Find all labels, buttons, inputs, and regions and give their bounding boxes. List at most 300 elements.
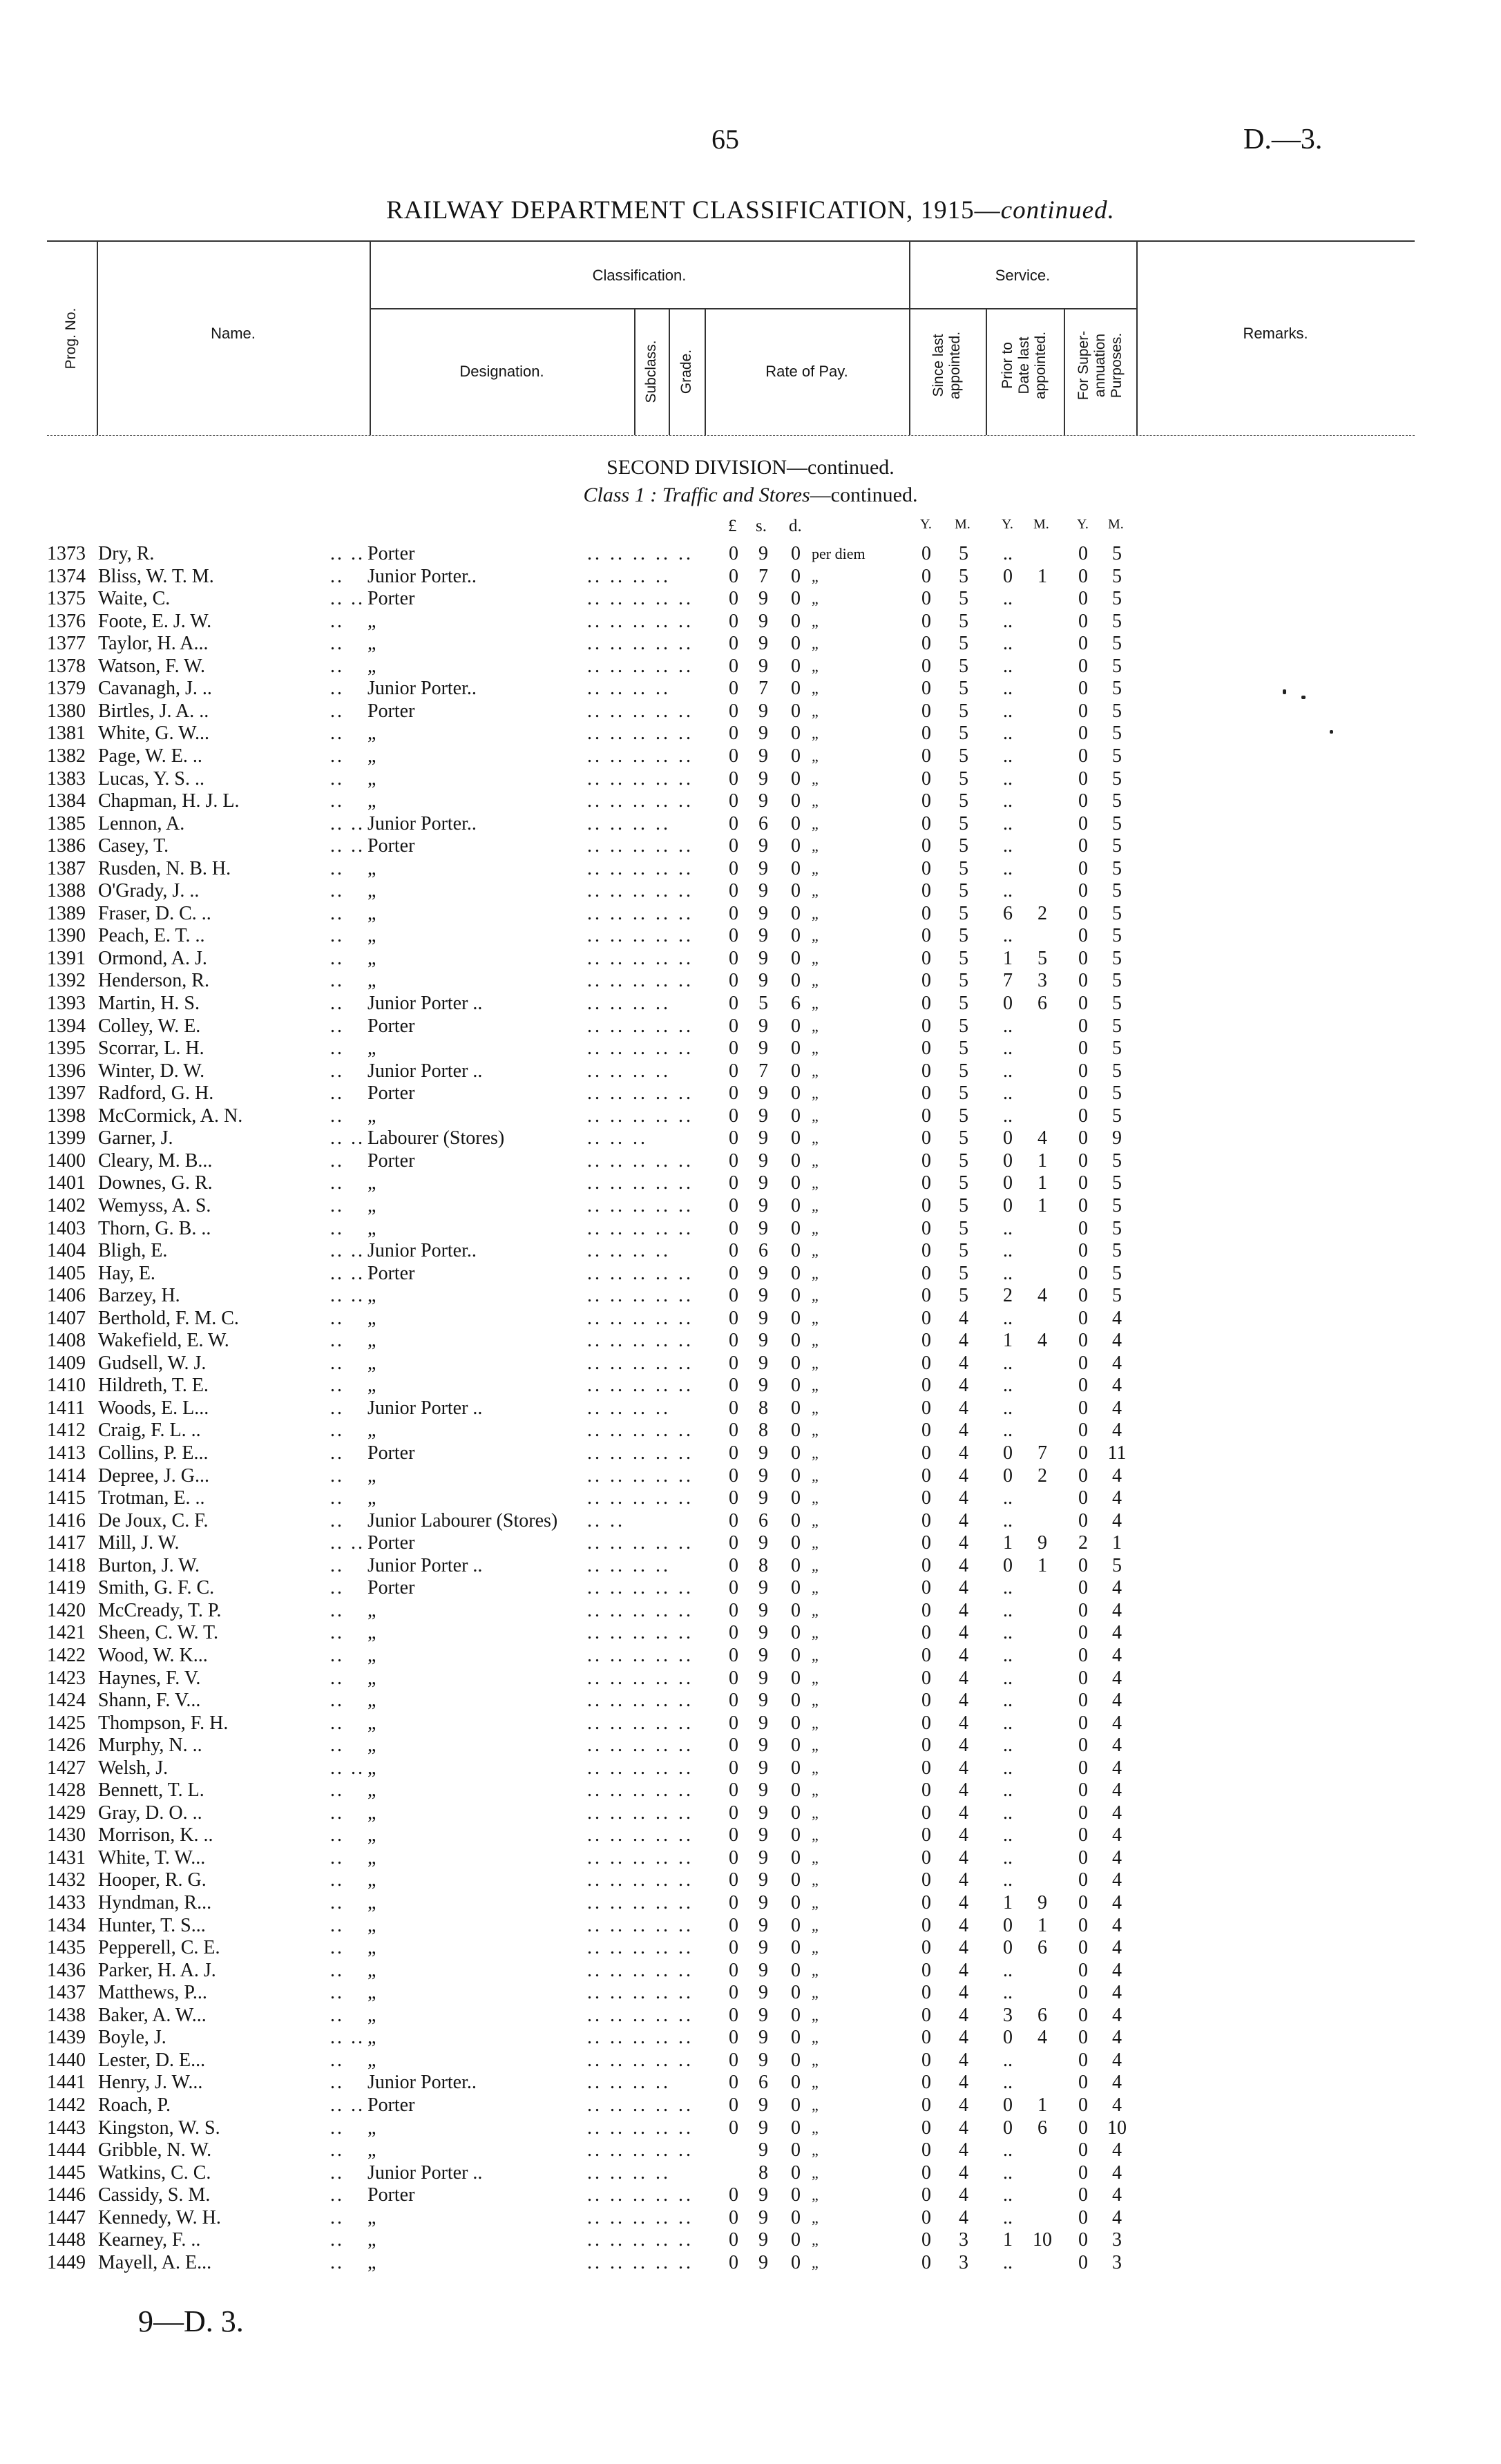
pay-period: „: [812, 949, 819, 967]
pay-period: „: [812, 1152, 819, 1169]
pay-period: „: [812, 2164, 819, 2181]
pay-period: „: [812, 859, 819, 877]
designation: „: [367, 1420, 376, 1442]
leader-dots: .. .. .. .. ..: [587, 767, 694, 790]
designation: „: [367, 2229, 376, 2251]
pay-period: „: [812, 1399, 819, 1417]
pay-shillings: 9: [758, 2049, 768, 2071]
pay-period: „: [812, 1579, 819, 1597]
since-years: 0: [921, 1420, 931, 1442]
pay-shillings: 9: [758, 1712, 768, 1734]
pay-period: „: [812, 1444, 819, 1462]
pay-period: „: [812, 1332, 819, 1350]
pay-shillings: 9: [758, 1464, 768, 1487]
super-months: 4: [1112, 1667, 1122, 1689]
since-months: 4: [959, 1735, 968, 1757]
prior-years: 6: [1003, 902, 1013, 924]
header-classification: Classification.: [592, 267, 687, 284]
table-row: [0, 790, 1501, 812]
employee-name: Casey, T.: [98, 835, 169, 857]
super-months: 5: [1112, 1217, 1122, 1239]
pay-shillings: 9: [758, 1127, 768, 1149]
employee-name: Chapman, H. J. L.: [98, 790, 240, 812]
leader-dots: .. .. .. ..: [587, 993, 671, 1014]
super-months: 4: [1112, 1937, 1122, 1959]
since-months: 5: [959, 655, 968, 677]
pay-shillings: 7: [758, 678, 768, 700]
employee-name: Morrison, K. ..: [98, 1824, 213, 1846]
super-years: 0: [1078, 1487, 1088, 1509]
prog-no: 1448: [47, 2229, 86, 2251]
pay-period: „: [812, 1737, 819, 1755]
employee-name: Collins, P. E...: [98, 1442, 209, 1464]
pay-period: „: [812, 1534, 819, 1552]
super-years: 0: [1078, 1352, 1088, 1374]
leader-dots: ..: [330, 993, 344, 1014]
table-row: [0, 2139, 1501, 2161]
super-years: 0: [1078, 1892, 1088, 1913]
pay-pounds: 0: [729, 1959, 738, 1981]
prog-no: 1441: [47, 2072, 86, 2094]
since-months: 4: [959, 1352, 968, 1374]
pay-pence: 0: [791, 1082, 801, 1105]
prior-years: ..: [1003, 1757, 1013, 1779]
pay-pence: 0: [791, 2049, 801, 2071]
since-months: 5: [959, 1285, 968, 1307]
super-years: 0: [1078, 1285, 1088, 1307]
super-years: 0: [1078, 1802, 1088, 1824]
leader-dots: .. .. .. .. ..: [587, 1420, 694, 1442]
super-years: 0: [1078, 2206, 1088, 2228]
since-years: 0: [921, 1554, 931, 1576]
pay-shillings: 9: [758, 1307, 768, 1329]
table-row: [0, 1757, 1501, 1779]
employee-name: Mayell, A. E...: [98, 2251, 212, 2273]
pay-pence: 0: [791, 1375, 801, 1397]
since-months: 4: [959, 1442, 968, 1464]
prog-no: 1447: [47, 2206, 86, 2228]
employee-name: Foote, E. J. W.: [98, 610, 212, 632]
table-row: [0, 1420, 1501, 1442]
prog-no: 1378: [47, 655, 86, 677]
pay-pounds: 0: [729, 1149, 738, 1172]
pay-pence: 0: [791, 745, 801, 767]
prior-years: ..: [1003, 678, 1013, 700]
super-years: 0: [1078, 1959, 1088, 1981]
super-months: 5: [1112, 1082, 1122, 1105]
super-months: 5: [1112, 1149, 1122, 1172]
header-subclass: Subclass.: [643, 340, 659, 403]
leader-dots: .. .. .. ..: [587, 2072, 671, 2094]
super-years: 0: [1078, 1869, 1088, 1891]
designation: Labourer (Stores): [367, 1127, 505, 1149]
designation: „: [367, 1352, 376, 1374]
since-years: 0: [921, 2229, 931, 2251]
super-years: 0: [1078, 1914, 1088, 1936]
pay-pounds: 0: [729, 767, 738, 790]
pay-pence: 0: [791, 1127, 801, 1149]
super-years: 0: [1078, 1240, 1088, 1261]
designation: „: [367, 1487, 376, 1509]
employee-name: Pepperell, C. E.: [98, 1937, 220, 1959]
pay-shillings: 7: [758, 1060, 768, 1082]
prior-years: 0: [1003, 1194, 1013, 1216]
since-years: 0: [921, 1667, 931, 1689]
unit-shilling: s.: [756, 517, 767, 535]
table-row: [0, 1645, 1501, 1667]
prog-no: 1445: [47, 2161, 86, 2184]
leader-dots: .. .. .. .. ..: [587, 1532, 694, 1554]
pay-period: „: [812, 927, 819, 945]
prior-years: ..: [1003, 1982, 1013, 2004]
leader-dots: .. .. .. ..: [587, 565, 671, 587]
employee-name: Welsh, J.: [98, 1757, 169, 1779]
pay-pence: 0: [791, 700, 801, 722]
super-years: 0: [1078, 700, 1088, 722]
pay-pence: 0: [791, 1937, 801, 1959]
leader-dots: .. .. .. .. ..: [587, 1846, 694, 1869]
since-years: 0: [921, 2094, 931, 2116]
unit-super-m: M.: [1108, 517, 1124, 532]
leader-dots: .. .. .. ..: [587, 678, 671, 700]
prog-no: 1411: [47, 1397, 85, 1419]
since-years: 0: [921, 1307, 931, 1329]
pay-pence: 0: [791, 1712, 801, 1734]
leader-dots: .. ..: [330, 835, 365, 857]
leader-dots: .. ..: [330, 1285, 365, 1307]
pay-pence: 0: [791, 543, 801, 564]
pay-period: „: [812, 814, 819, 832]
super-months: 4: [1112, 1487, 1122, 1509]
prog-no: 1397: [47, 1082, 86, 1105]
super-months: 5: [1112, 588, 1122, 610]
pay-period: „: [812, 1129, 819, 1147]
table-row: [0, 993, 1501, 1015]
since-months: 5: [959, 902, 968, 924]
pay-shillings: 9: [758, 1105, 768, 1127]
pay-pounds: 0: [729, 1982, 738, 2004]
pay-period: „: [812, 1287, 819, 1305]
since-years: 0: [921, 1262, 931, 1284]
pay-pence: 0: [791, 925, 801, 947]
header-prior-to: Prior to Date last appointed.: [1000, 331, 1049, 400]
table-row: [0, 858, 1501, 880]
leader-dots: .. .. .. ..: [587, 1060, 671, 1082]
table-row: [0, 1802, 1501, 1824]
super-months: 4: [1112, 1599, 1122, 1621]
pay-pence: 0: [791, 1914, 801, 1936]
super-months: 5: [1112, 745, 1122, 767]
super-months: 4: [1112, 1307, 1122, 1329]
pay-pence: 0: [791, 970, 801, 992]
super-months: 4: [1112, 1779, 1122, 1802]
prog-no: 1399: [47, 1127, 86, 1149]
super-years: 0: [1078, 1667, 1088, 1689]
super-months: 4: [1112, 1352, 1122, 1374]
pay-period: „: [812, 1040, 819, 1058]
header-name: Name.: [211, 325, 256, 342]
super-years: 0: [1078, 835, 1088, 857]
employee-name: Hildreth, T. E.: [98, 1375, 209, 1397]
leader-dots: .. .. .. .. ..: [587, 1937, 694, 1959]
designation: „: [367, 880, 376, 902]
super-years: 0: [1078, 2094, 1088, 2116]
leader-dots: .. .. .. .. ..: [587, 1082, 694, 1105]
table-row: [0, 1622, 1501, 1644]
pay-pounds: 0: [729, 1509, 738, 1531]
prior-years: 0: [1003, 2117, 1013, 2139]
table-row: [0, 1127, 1501, 1149]
pay-pence: 0: [791, 1982, 801, 2004]
table-row: [0, 2050, 1501, 2072]
super-months: 5: [1112, 678, 1122, 700]
leader-dots: .. .. .. .. ..: [587, 2206, 694, 2228]
table-row: [0, 1375, 1501, 1397]
pay-pounds: 0: [729, 655, 738, 677]
pay-pence: 0: [791, 1509, 801, 1531]
leader-dots: ..: [330, 2139, 344, 2161]
employee-name: Baker, A. W...: [98, 2004, 207, 2026]
since-years: 0: [921, 1577, 931, 1599]
pay-period: „: [812, 2051, 819, 2069]
pay-period: „: [812, 1961, 819, 1979]
prior-years: ..: [1003, 1352, 1013, 1374]
designation: Porter: [367, 1532, 415, 1554]
since-months: 5: [959, 790, 968, 812]
super-years: 0: [1078, 1307, 1088, 1329]
pay-shillings: 9: [758, 2139, 768, 2161]
designation: Junior Porter..: [367, 565, 477, 587]
since-years: 0: [921, 1802, 931, 1824]
prior-years: ..: [1003, 2072, 1013, 2094]
since-years: 0: [921, 2251, 931, 2273]
leader-dots: ..: [330, 1060, 344, 1082]
header-service: Service.: [995, 267, 1051, 284]
super-months: 5: [1112, 610, 1122, 632]
leader-dots: ..: [330, 610, 344, 632]
super-months: 5: [1112, 633, 1122, 655]
designation: Porter: [367, 1082, 415, 1105]
pay-period: „: [812, 1556, 819, 1574]
leader-dots: ..: [330, 1397, 344, 1419]
table-row: [0, 678, 1501, 700]
pay-pence: 0: [791, 2004, 801, 2026]
prog-no: 1406: [47, 1285, 86, 1307]
table-row: [0, 1038, 1501, 1060]
pay-shillings: 9: [758, 790, 768, 812]
leader-dots: .. .. .. ..: [587, 1397, 671, 1419]
super-months: 4: [1112, 1959, 1122, 1981]
table-row: [0, 880, 1501, 902]
since-years: 0: [921, 543, 931, 564]
designation: Porter: [367, 588, 415, 610]
pay-pence: 0: [791, 1149, 801, 1172]
designation: „: [367, 2004, 376, 2026]
pay-pounds: 0: [729, 1307, 738, 1329]
employee-name: White, T. W...: [98, 1846, 206, 1869]
pay-period: „: [812, 2253, 819, 2271]
page-footer: 9—D. 3.: [138, 2304, 244, 2338]
prog-no: 1390: [47, 925, 86, 947]
since-months: 4: [959, 1464, 968, 1487]
designation: „: [367, 2117, 376, 2139]
designation: Junior Porter ..: [367, 993, 483, 1014]
prog-no: 1403: [47, 1217, 86, 1239]
pay-pence: 0: [791, 790, 801, 812]
employee-name: Craig, F. L. ..: [98, 1420, 201, 1442]
pay-period: „: [812, 2208, 819, 2226]
designation: Porter: [367, 2184, 415, 2206]
pay-shillings: 9: [758, 723, 768, 745]
pay-pence: 0: [791, 2184, 801, 2206]
employee-name: Wood, W. K...: [98, 1644, 208, 1666]
since-months: 4: [959, 1330, 968, 1352]
super-years: 0: [1078, 1757, 1088, 1779]
since-months: 5: [959, 543, 968, 564]
pay-period: „: [812, 1219, 819, 1237]
since-months: 3: [959, 2251, 968, 2273]
table-row: [0, 2184, 1501, 2206]
pay-pounds: 0: [729, 880, 738, 902]
pay-pence: 0: [791, 1172, 801, 1194]
pay-shillings: 9: [758, 1959, 768, 1981]
pay-period: „: [812, 1107, 819, 1125]
table-row: [0, 1060, 1501, 1082]
leader-dots: .. .. .. .. ..: [587, 2229, 694, 2251]
since-months: 4: [959, 1779, 968, 1802]
prog-no: 1427: [47, 1757, 86, 1779]
table-row: [0, 2005, 1501, 2027]
since-months: 4: [959, 1622, 968, 1644]
super-years: 0: [1078, 880, 1088, 902]
prog-no: 1398: [47, 1105, 86, 1127]
pay-shillings: 7: [758, 565, 768, 587]
prior-years: 0: [1003, 1127, 1013, 1149]
since-months: 5: [959, 723, 968, 745]
prior-years: ..: [1003, 1082, 1013, 1105]
leader-dots: ..: [330, 1846, 344, 1869]
super-months: 5: [1112, 857, 1122, 879]
pay-pounds: 0: [729, 1824, 738, 1846]
super-months: 5: [1112, 902, 1122, 924]
prior-years: 0: [1003, 1442, 1013, 1464]
pay-pence: 0: [791, 1824, 801, 1846]
table-row: [0, 1577, 1501, 1599]
pay-pence: 0: [791, 2161, 801, 2184]
since-years: 0: [921, 1464, 931, 1487]
designation: „: [367, 1217, 376, 1239]
prior-years: ..: [1003, 633, 1013, 655]
leader-dots: ..: [330, 633, 344, 655]
prior-years: 0: [1003, 2094, 1013, 2116]
title-main: RAILWAY DEPARTMENT CLASSIFICATION, 1915—: [386, 196, 1001, 225]
pay-shillings: 9: [758, 1735, 768, 1757]
pay-pence: 0: [791, 1644, 801, 1666]
prog-no: 1386: [47, 835, 86, 857]
designation: Junior Porter..: [367, 812, 477, 834]
since-months: 5: [959, 880, 968, 902]
super-months: 5: [1112, 1240, 1122, 1261]
designation: „: [367, 1172, 376, 1194]
pay-period: per diem: [812, 545, 866, 562]
pay-pence: 0: [791, 1599, 801, 1621]
pay-shillings: 8: [758, 1420, 768, 1442]
leader-dots: .. .. .. .. ..: [587, 970, 694, 992]
leader-dots: ..: [330, 1667, 344, 1689]
employee-name: Birtles, J. A. ..: [98, 700, 209, 722]
since-months: 4: [959, 1487, 968, 1509]
table-row: [0, 611, 1501, 633]
prog-no: 1387: [47, 857, 86, 879]
pay-period: „: [812, 1017, 819, 1035]
class-name: Traffic and Stores: [662, 484, 810, 506]
designation: „: [367, 970, 376, 992]
leader-dots: .. .. .. .. ..: [587, 543, 694, 564]
designation: „: [367, 925, 376, 947]
pay-shillings: 9: [758, 2184, 768, 2206]
prior-years: ..: [1003, 1217, 1013, 1239]
designation: Junior Porter ..: [367, 2161, 483, 2184]
pay-pounds: 0: [729, 1712, 738, 1734]
prior-years: ..: [1003, 2251, 1013, 2273]
since-years: 0: [921, 2161, 931, 2184]
pay-period: „: [812, 725, 819, 743]
pay-pence: 0: [791, 1352, 801, 1374]
leader-dots: ..: [330, 2206, 344, 2228]
pay-pence: 0: [791, 1487, 801, 1509]
super-years: 0: [1078, 1194, 1088, 1216]
leader-dots: .. .. .. .. ..: [587, 1757, 694, 1779]
pay-pounds: 0: [729, 723, 738, 745]
prog-no: 1419: [47, 1577, 86, 1599]
leader-dots: .. ..: [330, 1127, 365, 1149]
since-months: 4: [959, 1982, 968, 2004]
pay-shillings: 9: [758, 970, 768, 992]
prior-years: ..: [1003, 1038, 1013, 1060]
since-years: 0: [921, 1779, 931, 1802]
since-months: 4: [959, 2027, 968, 2049]
leader-dots: .. .. .. .. ..: [587, 1667, 694, 1689]
designation: Porter: [367, 1015, 415, 1037]
employee-name: Lennon, A.: [98, 812, 185, 834]
prog-no: 1426: [47, 1735, 86, 1757]
super-months: 4: [1112, 1824, 1122, 1846]
prior-years: 1: [1003, 1330, 1013, 1352]
pay-period: „: [812, 770, 819, 787]
prior-years: 1: [1003, 2229, 1013, 2251]
leader-dots: ..: [330, 1577, 344, 1599]
super-years: 0: [1078, 1599, 1088, 1621]
since-months: 4: [959, 1644, 968, 1666]
pay-shillings: 9: [758, 1846, 768, 1869]
prior-years: ..: [1003, 588, 1013, 610]
since-months: 3: [959, 2229, 968, 2251]
leader-dots: ..: [330, 925, 344, 947]
leader-dots: ..: [330, 902, 344, 924]
since-years: 0: [921, 1712, 931, 1734]
since-years: 0: [921, 1757, 931, 1779]
super-years: 0: [1078, 857, 1088, 879]
table-row: [0, 1960, 1501, 1982]
pay-pounds: 0: [729, 1622, 738, 1644]
leader-dots: ..: [330, 1105, 344, 1127]
employee-name: Kearney, F. ..: [98, 2229, 201, 2251]
pay-shillings: 9: [758, 543, 768, 564]
leader-dots: .. .. .. .. ..: [587, 2251, 694, 2273]
super-years: 0: [1078, 1127, 1088, 1149]
leader-dots: .. .. .. .. ..: [587, 745, 694, 767]
pay-shillings: 9: [758, 1172, 768, 1194]
